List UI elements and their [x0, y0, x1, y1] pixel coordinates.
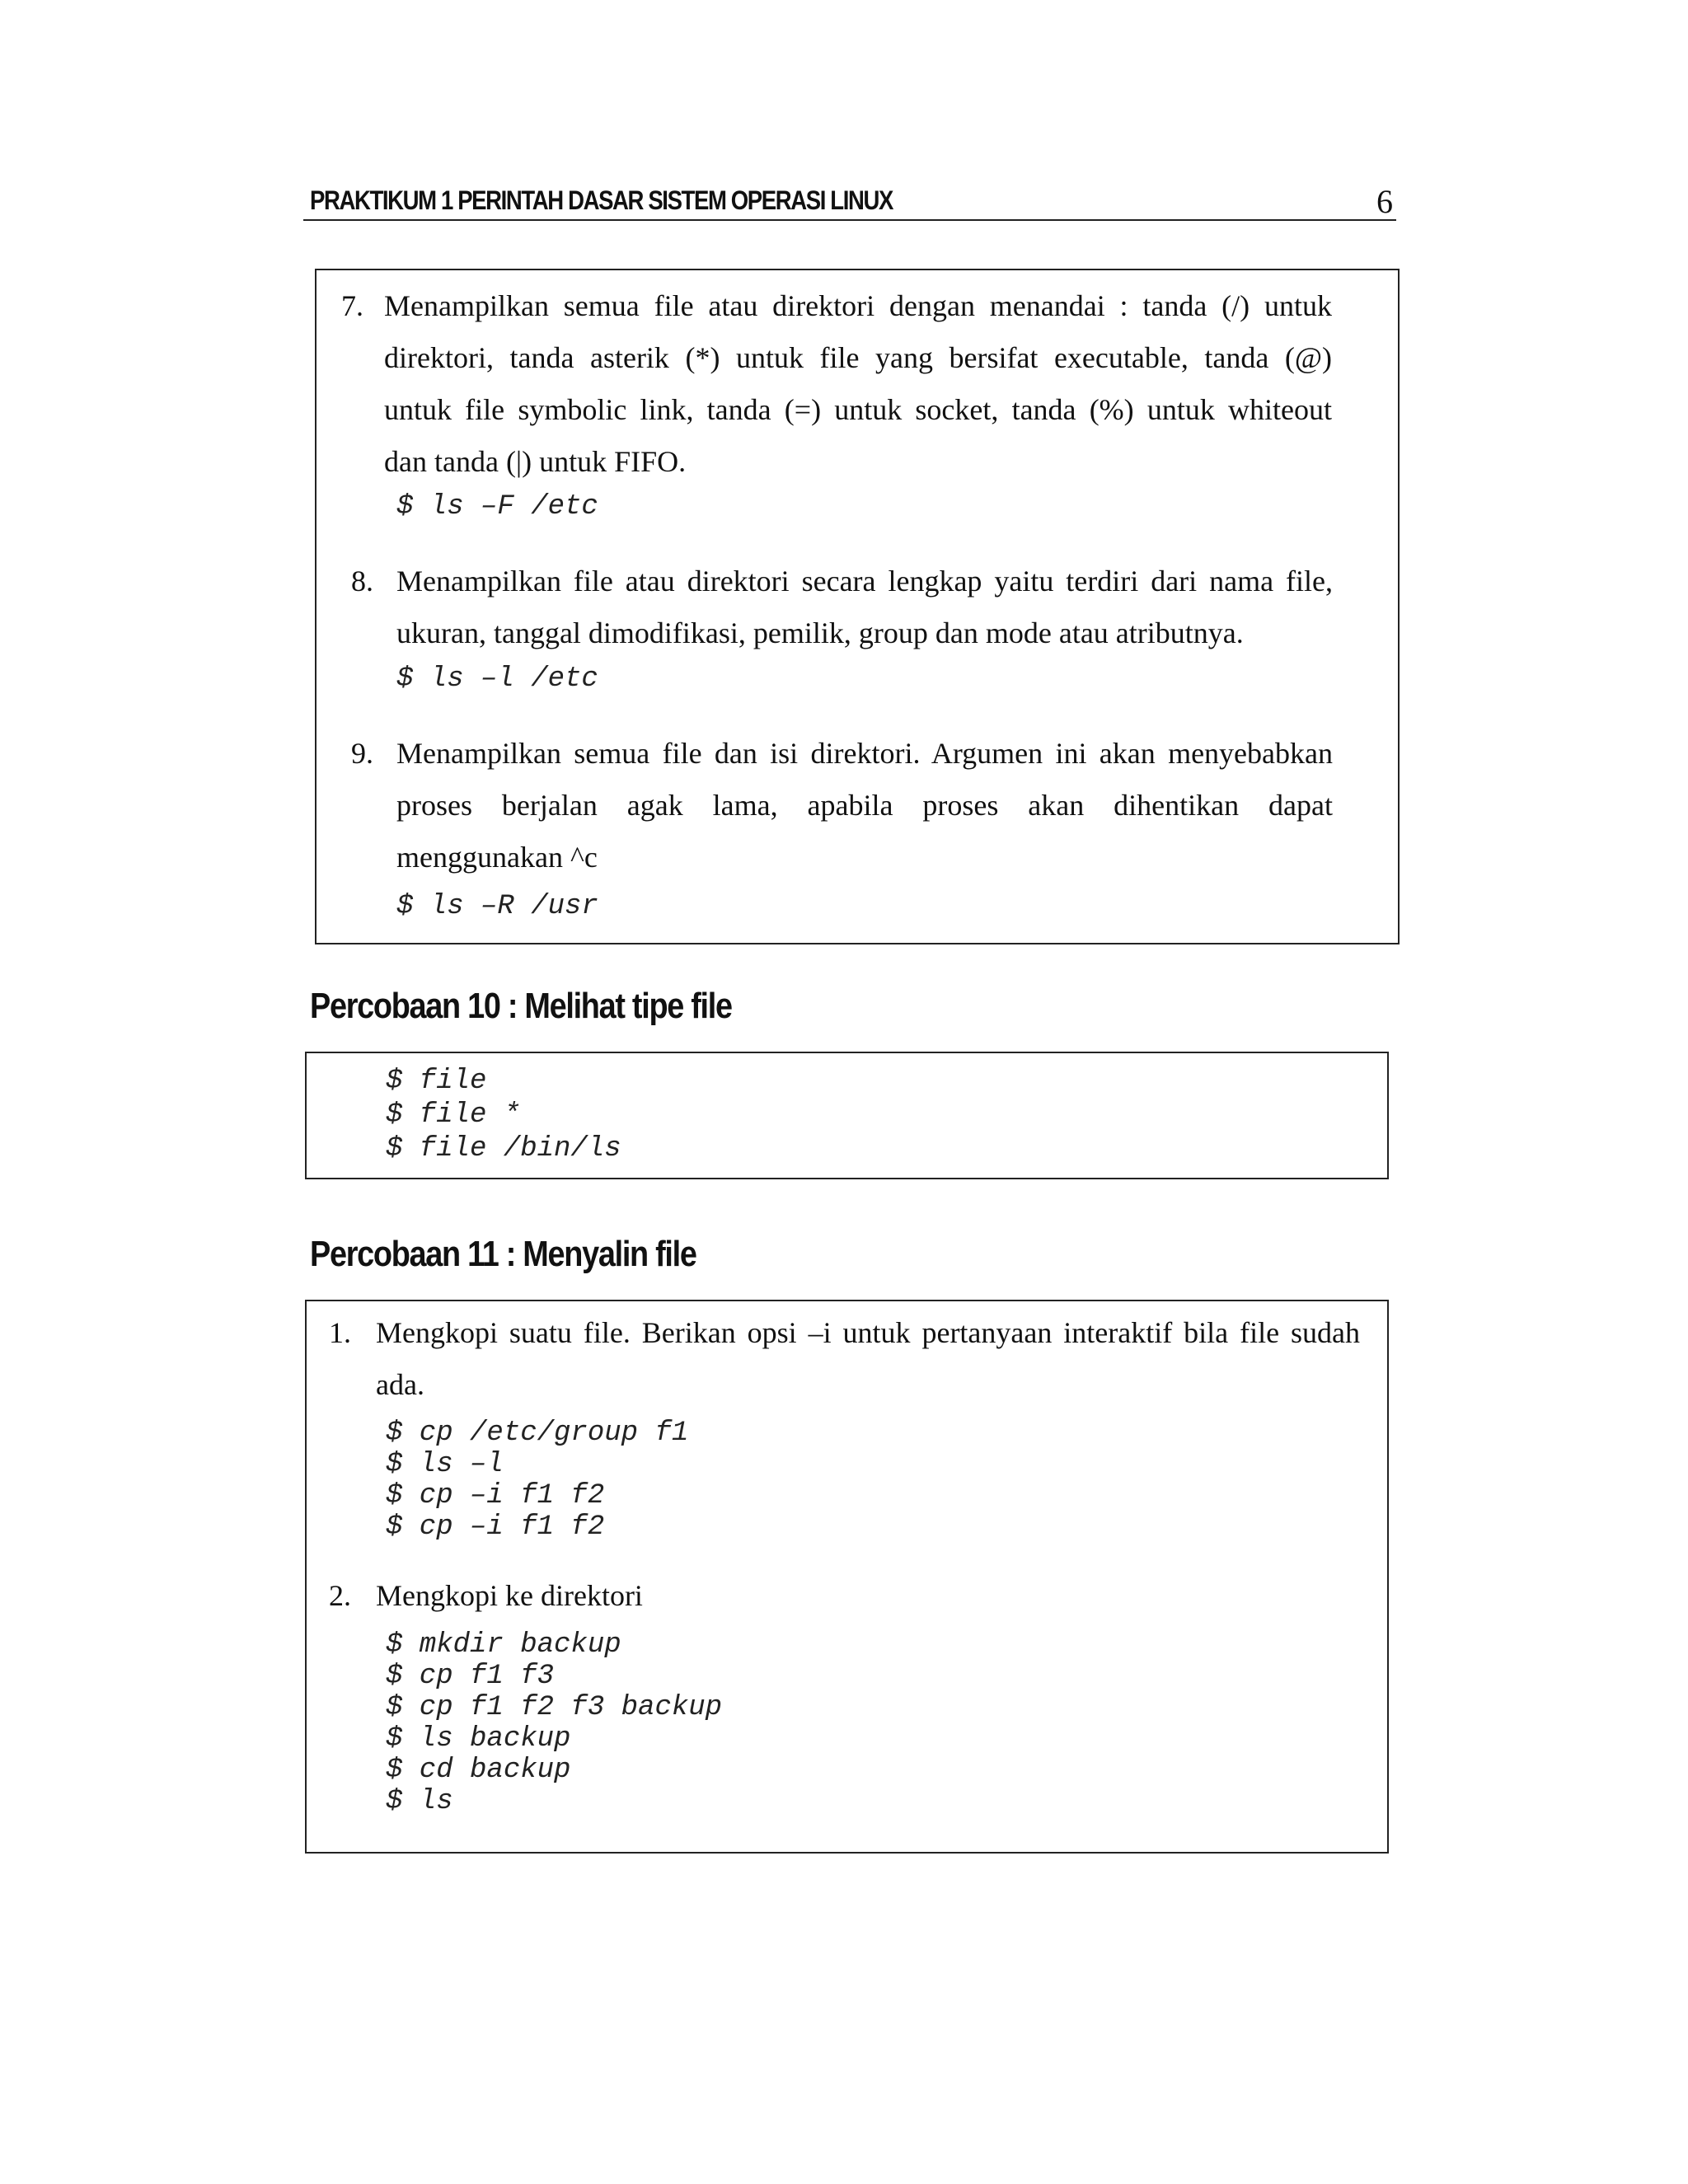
command-code: $ file $ file * $ file /bin/ls	[386, 1066, 621, 1165]
section-heading: Percobaan 11 : Menyalin file	[310, 1234, 696, 1274]
item-description	[396, 555, 1333, 659]
item-description	[384, 280, 1332, 488]
text-line: untuk file symbolic link, tanda (=) untuk socket, tanda (%) untuk whiteout	[384, 393, 1332, 426]
text-line: ukuran, tanggal dimodifikasi, pemilik, group dan mode atau atributnya.	[396, 616, 1244, 649]
item-number: 2.	[329, 1579, 351, 1612]
text-line: Menampilkan semua file atau direktori dengan menandai : tanda (/) untuk	[384, 289, 1332, 322]
item-number: 7.	[341, 289, 363, 322]
text-line: dan tanda (|) untuk FIFO.	[384, 445, 687, 478]
item-description	[396, 728, 1333, 883]
text-line: ada.	[376, 1368, 424, 1401]
command-code: $ ls –R /usr	[396, 891, 598, 922]
command-code: $ ls –F /etc	[396, 491, 598, 523]
text-line: Menampilkan semua file dan isi direktori. Argumen ini akan menyebabkan	[396, 737, 1333, 770]
item-description	[376, 1307, 1360, 1411]
text-line: Menampilkan file atau direktori secara lengkap yaitu terdiri dari nama file,	[396, 565, 1333, 598]
commands-box-file	[305, 1052, 1389, 1179]
commands-box-cp	[305, 1300, 1389, 1854]
item-description	[376, 1570, 1360, 1622]
page-header	[303, 185, 1396, 221]
command-code: $ cp /etc/group f1 $ ls –l $ cp –i f1 f2 $ cp –i f1 f2	[386, 1418, 689, 1543]
header-title: PRAKTIKUM 1 PERINTAH DASAR SISTEM OPERASI LINUX	[310, 185, 893, 215]
item-number: 1.	[329, 1316, 351, 1349]
text-line: Mengkopi ke direktori	[376, 1579, 643, 1612]
text-line: direktori, tanda asterik (*) untuk file yang bersifat executable, tanda (@)	[384, 341, 1332, 374]
commands-box-ls	[315, 269, 1400, 944]
command-code: $ mkdir backup $ cp f1 f3 $ cp f1 f2 f3 backup $ ls backup $ cd backup $ ls	[386, 1629, 723, 1817]
section-heading: Percobaan 10 : Melihat tipe file	[310, 986, 732, 1026]
page-number: 6	[1376, 183, 1393, 220]
text-line: Mengkopi suatu file. Berikan opsi –i untuk pertanyaan interaktif bila file sudah	[376, 1316, 1360, 1349]
item-number: 8.	[351, 565, 373, 598]
command-code: $ ls –l /etc	[396, 663, 598, 695]
item-number: 9.	[351, 737, 373, 770]
text-line: proses berjalan agak lama, apabila proses akan dihentikan dapat	[396, 789, 1333, 822]
text-line: menggunakan ^c	[396, 841, 598, 874]
